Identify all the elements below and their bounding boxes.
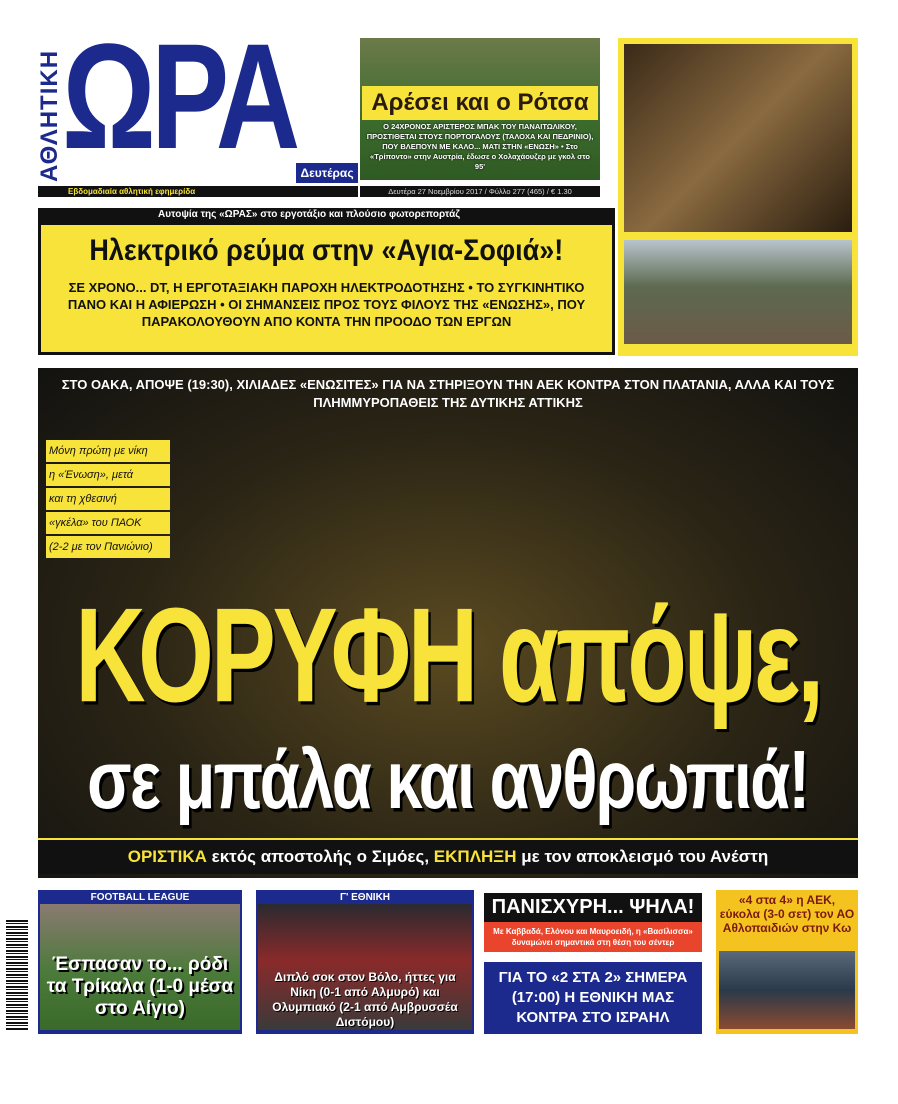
main-photo [38,368,858,878]
dateline: Δευτέρα 27 Νοεμβρίου 2017 / Φύλλο 277 (465) / € 1.30 [360,186,600,197]
masthead-logo: ΩΡΑ [62,12,296,180]
gamma-ethniki-box [256,890,474,1034]
main-headline-2: σε μπάλα και ανθρωπιά! [87,732,809,826]
sofia-body: ΣΕ ΧΡΟΝΟ... DT, Η ΕΡΓΟΤΑΞΙΑΚΗ ΠΑΡΟΧΗ ΗΛΕΚΤΡΟΔΟΤΗΣΗΣ • ΤΟ ΣΥΓΚΙΝΗΤΙΚΟ ΠΑΝΟ ΚΑΙ Η ΑΦΙΕΡΩΣΗ • ΟΙ ΣΗΜΑΝΣΕΙΣ ΠΡΟΣ ΤΟΥΣ ΦΙΛΟΥΣ ΤΗΣ «ΕΝΩΣΗΣ», ΠΟΥ ΠΑΡΑΚΟΛΟΥΘΟΥΝ ΑΠΟ ΚΟΝΤΑ ΤΗΝ ΠΡΟΟΔΟ ΤΩΝ ΕΡΓΩΝ [67,280,586,329]
side-line: η «Ένωση», μετά [46,464,170,486]
stadium-site-photo [624,240,852,344]
main-strip [38,838,858,874]
strip-c: ΕΚΠΛΗΞΗ [433,847,517,866]
volley-body: Με Καββαδά, Ελόνου και Μαυροειδή, η «Βασίλισσα» δυναμώνει σημαντικά στη θέση του σέντερ [484,922,702,952]
main-side-note [46,440,170,558]
strip-a: ΟΡΙΣΤΙΚΑ [127,847,207,866]
sofia-headline: Ηλεκτρικό ρεύμα στην «Αγια-Σοφιά»! [89,234,564,267]
volley-headline: ΠΑΝΙΣΧΥΡΗ... ΨΗΛΑ! [484,893,702,922]
sofia-kicker: Αυτοψία της «ΩΡΑΣ» στο εργοτάξιο και πλούσιο φωτορεπορτάζ [38,208,615,222]
masthead-vertical: ΑΘΛΗΤΙΚΗ [36,49,63,182]
gamma-ethniki-label: Γ' ΕΘΝΙΚΗ [339,892,391,903]
top-story-photo [360,38,600,180]
main-headline-1: ΚΟΡΥΦΗ απόψε, [75,580,821,730]
football-league-box [38,890,242,1034]
barcode [6,920,28,1030]
aek-volley-box [716,890,858,1034]
top-story-body: Ο 24ΧΡΟΝΟΣ ΑΡΙΣΤΕΡΟΣ ΜΠΑΚ ΤΟΥ ΠΑΝΑΙΤΩΛΙΚΟΥ, ΠΡΟΣΤΙΘΕΤΑΙ ΣΤΟΥΣ ΠΟΡΤΟΓΑΛΟΥΣ (ΤΑΛΟΧΑ ΚΑΙ ΠΕΔΡΙΝΙΟ), ΠΟΥ ΒΛΕΠΟΥΝ ΜΕ ΚΑΛΟ... ΜΑΤΙ ΣΤΗΝ «ΕΝΩΣΗ» • Στο «Τρίποντο» στην Αυστρία, έδωσε ο Χολαχάουζερ με γκολ στο 95' [366,122,594,171]
football-league-label: FOOTBALL LEAGUE [90,892,190,903]
football-league-text: Έσπασαν το... ρόδι τα Τρίκαλα (1-0 μέσα στο Αίγιο) [46,954,234,1019]
strip-b: εκτός αποστολής ο Σιμόες, [206,847,434,866]
main-deck: ΣΤΟ ΟΑΚΑ, ΑΠΟΨΕ (19:30), ΧΙΛΙΑΔΕΣ «ΕΝΩΣΙΤΕΣ» ΓΙΑ ΝΑ ΣΤΗΡΙΞΟΥΝ ΤΗΝ ΑΕΚ ΚΟΝΤΡΑ ΣΤΟΝ ΠΛΑΤΑΝΙΑ, ΑΛΛΑ ΚΑΙ ΤΟΥΣ ΠΛΗΜΜΥΡΟΠΑΘΕΙΣ ΤΗΣ ΔΥΤΙΚΗΣ ΑΤΤΙΚΗΣ [61,377,835,410]
side-line: και τη χθεσινή [46,488,170,510]
top-story-headline: Αρέσει και ο Ρότσα [362,86,598,120]
gamma-ethniki-text: Διπλό σοκ στον Βόλο, ήττες για Νίκη (0-1 από Αλμυρό) και Ολυμπιακό (2-1 από Αμβρυσσέα Διστόμου) [272,970,458,1029]
aek-volley-text: «4 στα 4» η ΑΕΚ, εύκολα (3-0 σετ) τον ΑΟ Αθλοπαιδιών στην Κω [719,893,855,935]
sofia-box [38,222,615,355]
side-line: «γκέλα» του ΠΑΟΚ [46,512,170,534]
football-league-photo [40,904,240,1030]
side-line: Μόνη πρώτη με νίκη [46,440,170,462]
aek-volley-photo [719,951,855,1029]
gamma-ethniki-photo [258,904,472,1030]
national-team-box: ΓΙΑ ΤΟ «2 ΣΤΑ 2» ΣΗΜΕΡΑ (17:00) Η ΕΘΝΙΚΗ ΜΑΣ ΚΟΝΤΡΑ ΣΤΟ ΙΣΡΑΗΛ [484,962,702,1034]
masthead-day: Δευτέρας [296,163,358,183]
construction-photo [624,44,852,232]
masthead-tagline: Εβδομαδιαία αθλητική εφημερίδα [38,186,358,197]
side-line: (2-2 με τον Πανιώνιο) [46,536,170,558]
strip-d: με τον αποκλεισμό του Ανέστη [516,847,769,866]
sofia-photos [618,38,858,356]
